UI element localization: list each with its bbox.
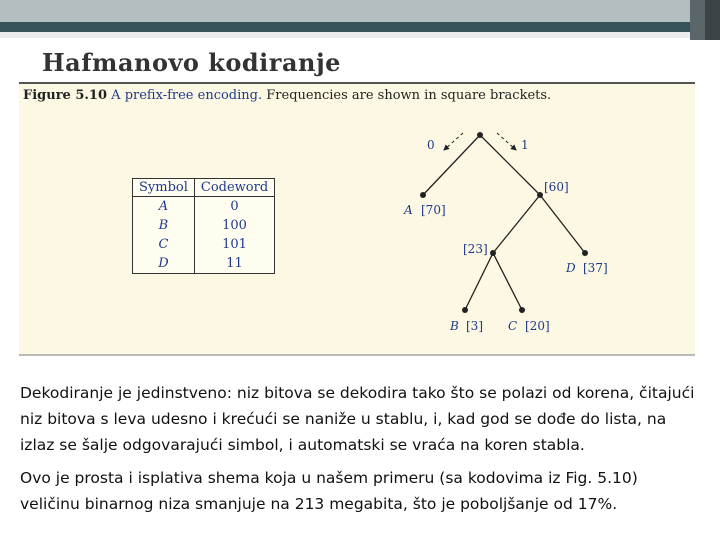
slide-title: Hafmanovo kodiranje	[42, 48, 341, 77]
edge-60-d	[540, 195, 585, 253]
node-label-60: [60]	[544, 180, 569, 194]
node-60	[537, 192, 543, 198]
node-c	[519, 307, 525, 313]
leaf-freq-c: [20]	[525, 319, 550, 333]
edge-label-1: 1	[521, 138, 529, 152]
node-root	[477, 132, 483, 138]
table-cell-symbol: A	[158, 199, 169, 214]
table-cell-code: 11	[194, 254, 274, 274]
leaf-freq-a: [70]	[421, 203, 446, 217]
node-b	[462, 307, 468, 313]
edge-label-0: 0	[427, 138, 435, 152]
table-cell-symbol: C	[158, 237, 169, 252]
edge-60-23	[493, 195, 540, 253]
table-cell-symbol: D	[158, 256, 169, 271]
arrow-right	[497, 133, 516, 150]
node-d	[582, 250, 588, 256]
leaf-symbol-c: C	[508, 319, 518, 333]
table-cell-code: 101	[194, 235, 274, 254]
node-label-23: [23]	[463, 242, 488, 256]
table-cell-code: 0	[194, 197, 274, 217]
arrow-left	[444, 133, 463, 150]
edge-23-c	[493, 253, 522, 310]
caption-note: Frequencies are shown in square brackets.	[266, 88, 552, 103]
table-cell-symbol: B	[158, 218, 169, 233]
node-a	[420, 192, 426, 198]
body-text	[20, 380, 700, 524]
caption-label: Figure 5.10	[23, 88, 108, 103]
leaf-freq-b: [3]	[466, 319, 483, 333]
leaf-freq-d: [37]	[583, 261, 608, 275]
leaf-symbol-b: B	[450, 319, 459, 333]
table-cell-code: 100	[194, 216, 274, 235]
caption-title: A prefix-free encoding.	[111, 88, 263, 103]
node-23	[490, 250, 496, 256]
table-header-codeword: Codeword	[194, 179, 274, 197]
paragraph-efficiency: Ovo je prosta i isplativa shema koja u našem primeru (sa kodovima iz Fig. 5.10) veličinu binarnog niza smanjuje na 213 megabita, što je poboljšanje od 17%.	[20, 469, 638, 513]
edge-23-b	[465, 253, 493, 310]
leaf-symbol-a: A	[404, 203, 413, 217]
paragraph-decoding: Dekodiranje je jedinstveno: niz bitova se dekodira tako što se polazi od korena, čitajući niz bitova s leva udesno i krećući se naniže u stablu, i, kad god se dođe do lista, na izlaz se šalje odgovarajući simbol, i automatski se vraća na koren stabla.	[20, 384, 695, 454]
table-header-symbol: Symbol	[133, 179, 195, 197]
leaf-symbol-d: D	[566, 261, 576, 275]
edge-root-60	[480, 135, 540, 195]
